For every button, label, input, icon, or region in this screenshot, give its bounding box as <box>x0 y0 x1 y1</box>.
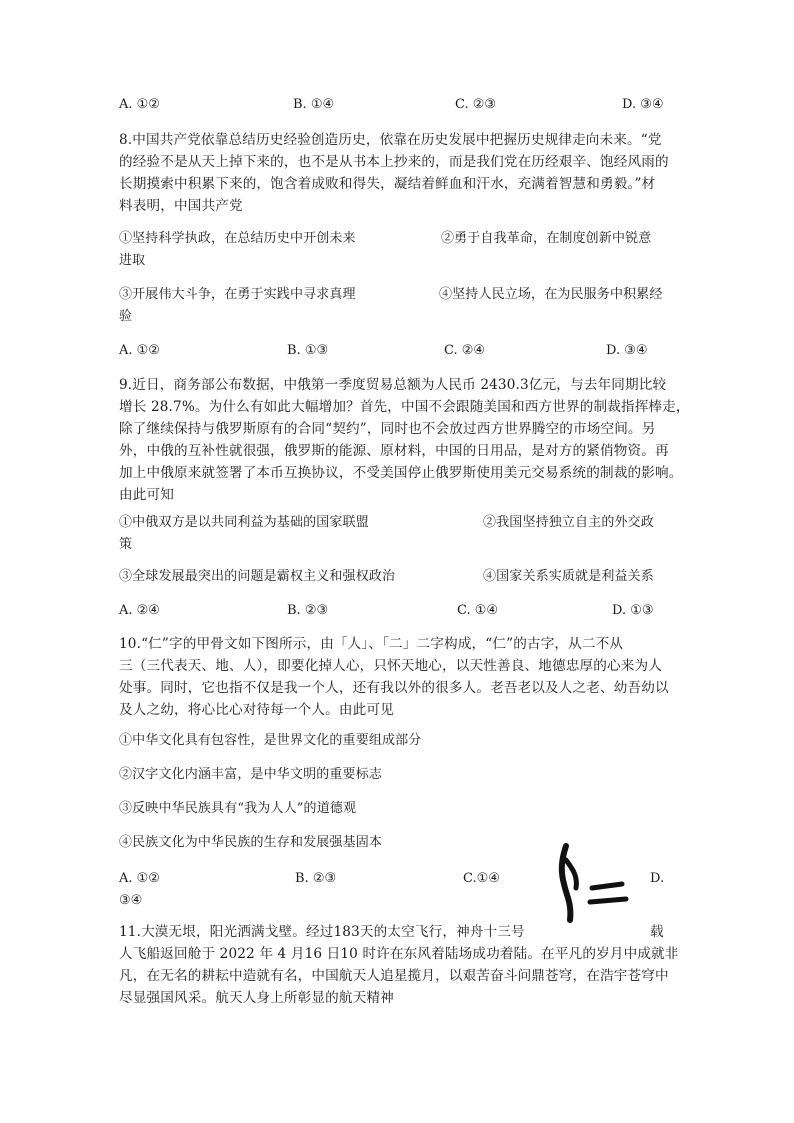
q10-option-d: D. <box>650 871 665 886</box>
oracle-bone-ren-glyph <box>552 838 634 928</box>
q7-option-b: B. ①④ <box>293 97 335 112</box>
q10-choice-2: ②汉字文化内涵丰富，是中华文明的重要标志 <box>119 767 383 782</box>
q10-stem-line: 及人之幼，将心比心对待每一个人。由此可见 <box>119 702 394 718</box>
q10-choice-1: ①中华文化具有包容性，是世界文化的重要组成部分 <box>119 733 422 748</box>
q8-option-d: D. ③④ <box>606 343 648 358</box>
q9-stem-line: 外，中俄的互补性就很强，俄罗斯的能源、原材料，中国的日用品，是对方的紧俏物资。再 <box>119 443 669 459</box>
q10-stem-line: 处事。同时，它也指不仅是我一个人，还有我以外的很多人。老吾老以及人之老、幼吾幼以 <box>119 680 669 696</box>
q8-choice-2-wrap: 进取 <box>119 253 146 268</box>
q9-stem-line: 9.近日，商务部公布数据，中俄第一季度贸易总额为人民币 2430.3亿元，与去年同期比较 <box>119 377 667 393</box>
q9-stem-line: 由此可知 <box>119 487 174 503</box>
q8-choice-3: ③开展伟大斗争，在勇于实践中寻求真理 <box>119 287 356 302</box>
q8-stem-line: 8.中国共产党依靠总结历史经验创造历史，依靠在历史发展中把握历史规律走向未来。“党 <box>119 132 662 148</box>
q8-stem-line: 料表明，中国共产党 <box>119 198 243 214</box>
q11-stem-line: 人飞船返回舱于 2022 年 4 月16 日10 时许在东风着陆场成功着陆。在平凡的岁月中成就非 <box>119 946 679 962</box>
q10-stem-line: 10.“仁”字的甲骨文如下图所示，由「人」、「二」二字构成，“仁”的古字，从二不从 <box>119 636 624 652</box>
q10-option-a: A. ①② <box>119 871 160 886</box>
q9-stem-line: 除了继续保持与俄罗斯原有的合同“契约”，同时也不会放过西方世界腾空的市场空间。另 <box>119 421 656 437</box>
q8-option-c: C. ②④ <box>444 343 486 358</box>
q9-stem-line: 加上中俄原来就签署了本币互换协议，不受美国停止俄罗斯使用美元交易系统的制裁的影响。 <box>119 465 683 481</box>
q9-choice-4: ④国家关系实质就是利益关系 <box>483 569 654 584</box>
q10-choice-4: ④民族文化为中华民族的生存和发展强基固本 <box>119 835 383 850</box>
q8-choice-1: ①坚持科学执政，在总结历史中开创未来 <box>119 231 356 246</box>
q8-option-b: B. ①③ <box>287 343 329 358</box>
q9-stem-line: 增长 28.7%。为什么有如此大幅增加？首先，中国不会跟随美国和西方世界的制裁指挥棒走， <box>119 399 690 415</box>
q9-option-b: B. ②③ <box>287 603 329 618</box>
q10-option-b: B. ②③ <box>295 871 337 886</box>
q8-choice-4-wrap: 验 <box>119 309 133 324</box>
q9-choice-2-wrap: 策 <box>119 537 133 552</box>
q10-option-c: C.①④ <box>463 871 500 886</box>
q8-choice-4: ④坚持人民立场，在为民服务中积累经 <box>439 287 663 302</box>
q9-choice-1: ①中俄双方是以共同利益为基础的国家联盟 <box>119 515 369 530</box>
q10-option-d-wrap: ③④ <box>119 893 143 908</box>
q11-stem-line-end: 载 <box>650 924 664 940</box>
q7-option-c: C. ②③ <box>455 97 497 112</box>
q7-option-a: A. ①② <box>119 97 160 112</box>
q9-option-a: A. ②④ <box>119 603 160 618</box>
q9-option-d: D. ①③ <box>612 603 654 618</box>
q8-stem-line: 长期摸索中积累下来的，饱含着成败和得失，凝结着鲜血和汗水，充满着智慧和勇毅。”材 <box>119 176 656 192</box>
q8-stem-line: 的经验不是从天上掉下来的，也不是从书本上抄来的，而是我们党在历经艰辛、饱经风雨的 <box>119 154 669 170</box>
q10-stem-line: 三（三代表天、地、人），即要化掉人心，只怀天地心，以天性善良、地德忠厚的心来为人 <box>119 658 662 674</box>
q9-choice-2: ②我国坚持独立自主的外交政 <box>483 515 654 530</box>
q8-option-a: A. ①② <box>119 343 160 358</box>
q9-option-c: C. ①④ <box>457 603 499 618</box>
q10-choice-3: ③反映中华民族具有“我为人人”的道德观 <box>119 801 357 816</box>
q11-stem-line: 11.大漠无垠，阳光洒满戈壁。经过183天的太空飞行，神舟十三号 <box>119 924 525 940</box>
q9-choice-3: ③全球发展最突出的问题是霸权主义和强权政治 <box>119 569 396 584</box>
q8-choice-2: ②勇于自我革命，在制度创新中锐意 <box>441 231 652 246</box>
q11-stem-line: 尽显强国风采。航天人身上所彰显的航天精神 <box>119 990 394 1006</box>
q11-stem-line: 凡，在无名的耕耘中造就有名，中国航天人追星揽月，以艰苦奋斗问鼎苍穹，在浩宇苍穹中 <box>119 968 669 984</box>
q7-option-d: D. ③④ <box>622 97 664 112</box>
